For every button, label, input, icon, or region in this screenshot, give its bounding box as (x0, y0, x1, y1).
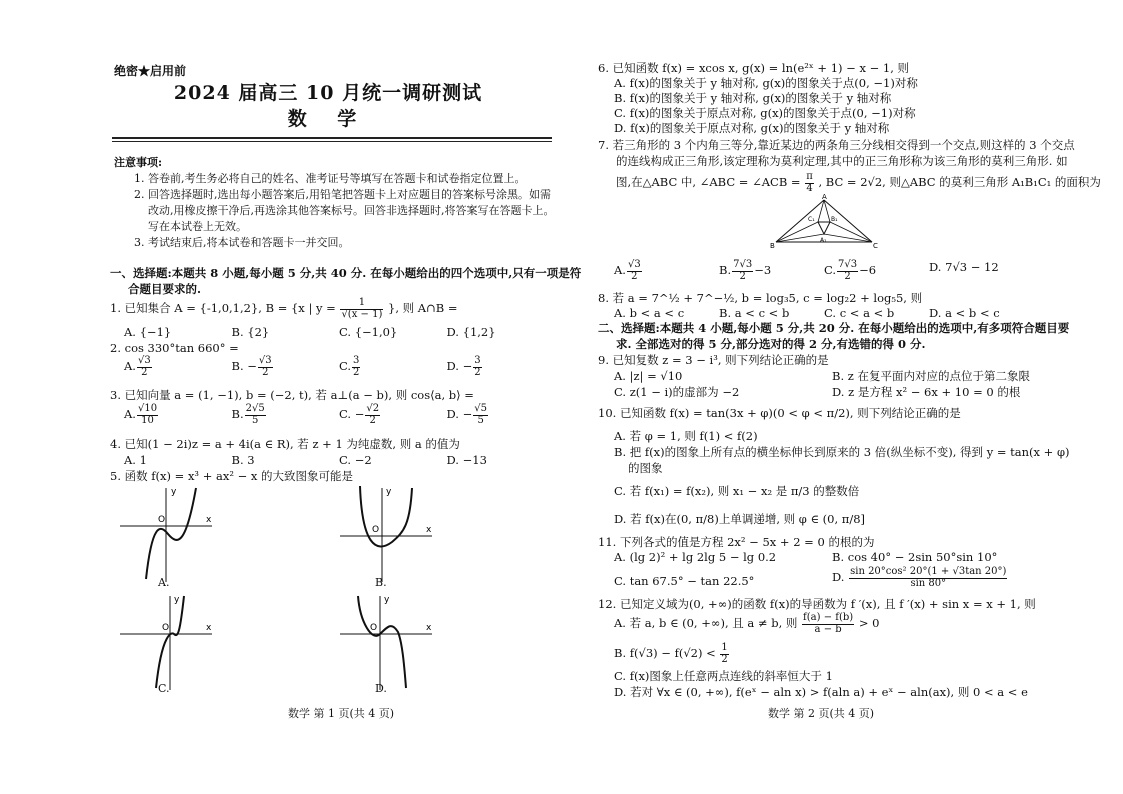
morley-figure (770, 194, 880, 254)
svg-text:y: y (174, 595, 180, 605)
q11-option-d: D. $\frac{\text{sin 20°cos² 20°(1 + √3tan 20°)}}{\sin 80^\circ}$ (832, 566, 1007, 589)
q10-option-c: C. 若 f(x₁) = f(x₂), 则 x₁ − x₂ 是 π/3 的整数倍 (614, 484, 860, 498)
graph-c (116, 592, 216, 692)
page-footer-right: 数学 第 2 页(共 4 页) (768, 707, 875, 720)
option-a: A. $\frac{√3}{2}$ (614, 259, 641, 282)
q1-stem: 1. 已知集合 A = {-1,0,1,2}, B = {x | y = $\frac{1}{√(x - 1)}$ }, 则 A∩B = (110, 297, 458, 320)
svg-text:O: O (372, 525, 380, 535)
title-rule-thin (112, 141, 552, 142)
option-c: C. $\frac{7√3}{2}$ −6 (824, 259, 877, 282)
q6-option-c: C. f(x)的图象关于原点对称, g(x)的图象关于点(0, −1)对称 (614, 106, 916, 120)
svg-text:A: A (822, 194, 827, 201)
q4-stem: 4. 已知(1 − 2i)z = a + 4i(a ∈ R), 若 z + 1 为纯虚数, 则 a 的值为 (110, 437, 460, 451)
q3-options (124, 404, 554, 426)
notice-item: 改动,用橡皮擦干净后,再选涂其他答案标号。回答非选择题时,将答案写在答题卡上。 (148, 204, 555, 217)
option-d: D. 7√3 − 12 (929, 260, 999, 274)
option-a: A. $\frac{√3}{2}$ (124, 355, 151, 378)
section1-heading: 一、选择题:本题共 8 小题,每小题 5 分,共 40 分. 在每小题给出的四个选项中,只有一项是符 (110, 266, 582, 280)
q9-option-b: B. z 在复平面内对应的点位于第二象限 (832, 369, 1030, 383)
graph-c-label: C. (158, 682, 170, 695)
option-d: D. − $\frac{√5}{5}$ (446, 403, 487, 426)
q12-option-d: D. 若对 ∀x ∈ (0, +∞), f(eˣ − aln x) > f(aln a) + eˣ − aln(ax), 则 0 < a < e (614, 685, 1028, 699)
option-a: A. $\frac{√10}{10}$ (124, 403, 158, 426)
q8-stem: 8. 若 a = 7^½ + 7^−½, b = log₃5, c = log₂2 + log₅5, 则 (598, 291, 923, 305)
q10-option-d: D. 若 f(x)在(0, π/8)上单调递增, 则 φ ∈ (0, π/8] (614, 512, 866, 526)
svg-text:C₁: C₁ (808, 216, 815, 223)
option-a: A. {−1} (124, 325, 172, 339)
q5-stem: 5. 函数 f(x) = x³ + ax² − x 的大致图象可能是 (110, 469, 354, 483)
option-b: B. − $\frac{√3}{2}$ (231, 355, 272, 378)
section2-heading-cont: 求. 全部选对的得 5 分,部分选对的得 2 分,有选错的得 0 分. (616, 337, 926, 351)
notice-item: 3. 考试结束后,将本试卷和答题卡一并交回。 (134, 236, 350, 249)
svg-text:B₁: B₁ (831, 216, 838, 223)
q11-option-a: A. (lg 2)² + lg 2lg 5 − lg 0.2 (614, 550, 777, 564)
notice-item: 1. 答卷前,考生务必将自己的姓名、准考证号等填写在答题卡和试卷指定位置上。 (134, 172, 526, 185)
option-d: D. {1,2} (446, 325, 496, 339)
option-b: B. {2} (231, 325, 270, 339)
option-c: C. {−1,0} (339, 325, 398, 339)
graph-b (336, 484, 436, 584)
q4-options (124, 453, 554, 467)
q1-options (124, 325, 554, 339)
q12-option-c: C. f(x)图象上任意两点连线的斜率恒大于 1 (614, 669, 833, 683)
option-d: D. a < b < c (929, 306, 1000, 320)
q2-stem: 2. cos 330°tan 660° = (110, 341, 239, 355)
option-c: C. $\frac{3}{2}$ (339, 355, 360, 378)
q6-option-a: A. f(x)的图象关于 y 轴对称, g(x)的图象关于点(0, −1)对称 (614, 76, 918, 90)
q6-option-d: D. f(x)的图象关于原点对称, g(x)的图象关于 y 轴对称 (614, 121, 890, 135)
section1-heading-cont: 合题目要求的. (128, 282, 202, 296)
q10-stem: 10. 已知函数 f(x) = tan(3x + φ)(0 < φ < π/2), 则下列结论正确的是 (598, 406, 961, 420)
option-c: C. − $\frac{√2}{2}$ (339, 403, 380, 426)
q11-option-c: C. tan 67.5° − tan 22.5° (614, 574, 755, 588)
svg-text:O: O (158, 515, 166, 525)
svg-text:A₁: A₁ (820, 237, 827, 244)
graph-d-label: D. (375, 682, 387, 695)
exam-title: 2024 届高三 10 月统一调研测试 (173, 82, 483, 104)
option-b: B. 3 (231, 453, 255, 467)
option-c: C. c < a < b (824, 306, 895, 320)
q9-option-a: A. |z| = √10 (614, 369, 683, 383)
q10-option-b: B. 把 f(x)的图象上所有点的横坐标伸长到原来的 3 倍(纵坐标不变), 得到 y = tan(x + φ) (614, 445, 1070, 459)
subject-title: 数 学 (287, 108, 369, 130)
q7-options (614, 260, 1034, 282)
q12-option-a: A. 若 a, b ∈ (0, +∞), 且 a ≠ b, 则 $\frac{f(a) - f(b)}{a - b}$ > 0 (614, 612, 880, 635)
svg-text:y: y (171, 487, 177, 497)
option-a: A. b < a < c (614, 306, 685, 320)
graph-a-label: A. (158, 576, 170, 589)
option-d: D. −13 (446, 453, 487, 467)
q9-stem: 9. 已知复数 z = 3 − i³, 则下列结论正确的是 (598, 353, 829, 367)
graph-a (116, 484, 216, 584)
option-c: C. −2 (339, 453, 372, 467)
svg-text:y: y (384, 595, 390, 605)
svg-text:x: x (426, 623, 432, 633)
notice-item: 2. 回答选择题时,选出每小题答案后,用铅笔把答题卡上对应题目的答案标号涂黑。如需 (134, 188, 551, 201)
notice-item: 写在本试卷上无效。 (148, 220, 247, 233)
right-page (598, 0, 1101, 794)
page-footer-left: 数学 第 1 页(共 4 页) (288, 707, 395, 720)
option-b: B. a < c < b (719, 306, 790, 320)
svg-text:O: O (370, 623, 378, 633)
svg-text:x: x (426, 525, 432, 535)
q8-options (614, 306, 1034, 320)
svg-text:x: x (206, 623, 212, 633)
q9-option-d: D. z 是方程 x² − 6x + 10 = 0 的根 (832, 385, 1021, 399)
svg-text:B: B (770, 242, 775, 250)
graph-d (336, 592, 436, 692)
q2-options (124, 356, 554, 378)
option-b: B. $\frac{2√5}{5}$ (231, 403, 265, 426)
option-b: B. $\frac{7√3}{2}$ −3 (719, 259, 772, 282)
svg-text:y: y (386, 487, 392, 497)
q10-option-a: A. 若 φ = 1, 则 f(1) < f(2) (614, 429, 758, 443)
notice-heading: 注意事项: (114, 156, 163, 169)
q10-option-b-cont: 的图象 (628, 461, 663, 475)
q12-stem: 12. 已知定义域为(0, +∞)的函数 f(x)的导函数为 f ′(x), 且 f ′(x) + sin x = x + 1, 则 (598, 597, 1036, 611)
option-d: D. − $\frac{3}{2}$ (446, 355, 481, 378)
q7-line2: 的连线构成正三角形,该定理称为莫利定理,其中的正三角形称为该三角形的莫利三角形. 如 (616, 154, 1068, 168)
q6-option-b: B. f(x)的图象关于 y 轴对称, g(x)的图象关于 y 轴对称 (614, 91, 892, 105)
left-page (108, 0, 582, 794)
q11-option-b: B. cos 40° − 2sin 50°sin 10° (832, 550, 998, 564)
title-rule-thick (112, 137, 552, 139)
graph-b-label: B. (375, 576, 387, 589)
q7-line3: 图,在△ABC 中, ∠ABC = ∠ACB = $\frac{\pi}{4}$ , BC = 2√2, 则△ABC 的莫利三角形 A₁B₁C₁ 的面积为 (616, 171, 1101, 194)
option-a: A. 1 (124, 453, 147, 467)
svg-text:x: x (206, 515, 212, 525)
q6-stem: 6. 已知函数 f(x) = xcos x, g(x) = ln(e²ˣ + 1) − x − 1, 则 (598, 61, 910, 75)
q7-line1: 7. 若三角形的 3 个内角三等分,靠近某边的两条角三分线相交得到一个交点,则这样的 3 个交点 (598, 138, 1075, 152)
svg-text:C: C (873, 242, 878, 250)
q3-stem: 3. 已知向量 a = (1, −1), b = (−2, t), 若 a⊥(a − b), 则 cos⟨a, b⟩ = (110, 388, 474, 402)
section2-heading: 二、选择题:本题共 4 小题,每小题 5 分,共 20 分. 在每小题给出的选项中,有多项符合题目要 (598, 321, 1070, 335)
secret-tag: 绝密★启用前 (114, 64, 187, 78)
q9-option-c: C. z(1 − i)的虚部为 −2 (614, 385, 740, 399)
svg-text:O: O (162, 623, 170, 633)
q11-stem: 11. 下列各式的值是方程 2x² − 5x + 2 = 0 的根的为 (598, 535, 875, 549)
q12-option-b: B. f(√3) − f(√2) < $\frac{1}{2}$ (614, 642, 728, 665)
